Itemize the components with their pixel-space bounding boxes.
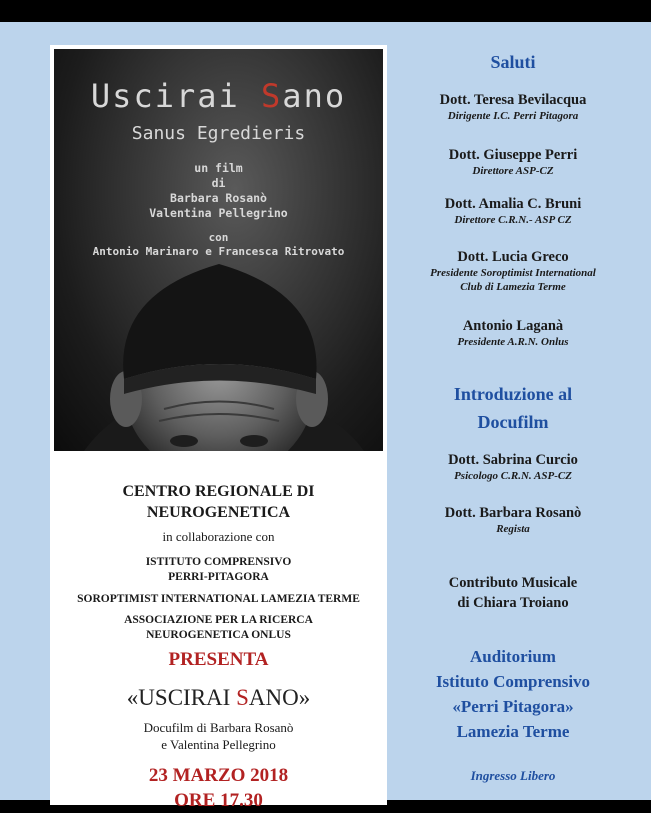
partner-soroptimist: SOROPTIMIST INTERNATIONAL LAMEZIA TERME [77, 593, 360, 605]
speaker-1: Dott. Teresa Bevilacqua Dirigente I.C. Perri Pitagora [439, 92, 587, 122]
poster-title: Uscirai Sano [90, 77, 347, 115]
intro-heading: Introduzione al Docufilm [453, 384, 573, 432]
entry-free: Ingresso Libero [470, 768, 556, 783]
partner-association: ASSOCIAZIONE PER LA RICERCA NEUROGENETICA ONLUS [124, 614, 313, 641]
left-panel [50, 45, 387, 811]
music-credit: Contributo Musicale di Chiara Troiano [448, 575, 578, 611]
docufilm-credits: Docufilm di Barbara Rosanò e Valentina Pellegrino [143, 720, 294, 752]
poster-cast: con Antonio Marinaro e Francesca Ritrovato [92, 231, 345, 258]
saluti-heading: Saluti [490, 52, 536, 72]
speaker-5: Antonio Laganà Presidente A.R.N. Onlus [457, 318, 569, 348]
organizer: CENTRO REGIONALE DI NEUROGENETICA [122, 483, 315, 521]
speaker-3: Dott. Amalia C. Bruni Direttore C.R.N.- ASP CZ [444, 196, 582, 226]
collaboration-label: in collaborazione con [162, 529, 275, 544]
film-title: «USCIRAI SANO» [126, 685, 311, 710]
poster-credits: un film di Barbara Rosanò Valentina Pellegrino [149, 161, 288, 220]
poster-subtitle: Sanus Egredieris [131, 123, 306, 144]
partner-school: ISTITUTO COMPRENSIVO PERRI-PITAGORA [145, 556, 292, 583]
presenta-label: PRESENTA [168, 649, 269, 670]
speaker-2: Dott. Giuseppe Perri Direttore ASP-CZ [448, 147, 578, 177]
film-poster-image [54, 49, 383, 451]
event-datetime: 23 MARZO 2018 ORE 17.30 [148, 765, 289, 811]
speaker-4: Dott. Lucia Greco Presidente Soroptimist International Club di Lamezia Terme [430, 249, 596, 293]
poster-frame [0, 22, 651, 811]
intro-speaker-2: Dott. Barbara Rosanò Regista [444, 505, 582, 535]
venue: Auditorium Istituto Comprensivo «Perri Pitagora» Lamezia Terme [435, 647, 591, 741]
intro-speaker-1: Dott. Sabrina Curcio Psicologo C.R.N. ASP-CZ [448, 452, 578, 482]
